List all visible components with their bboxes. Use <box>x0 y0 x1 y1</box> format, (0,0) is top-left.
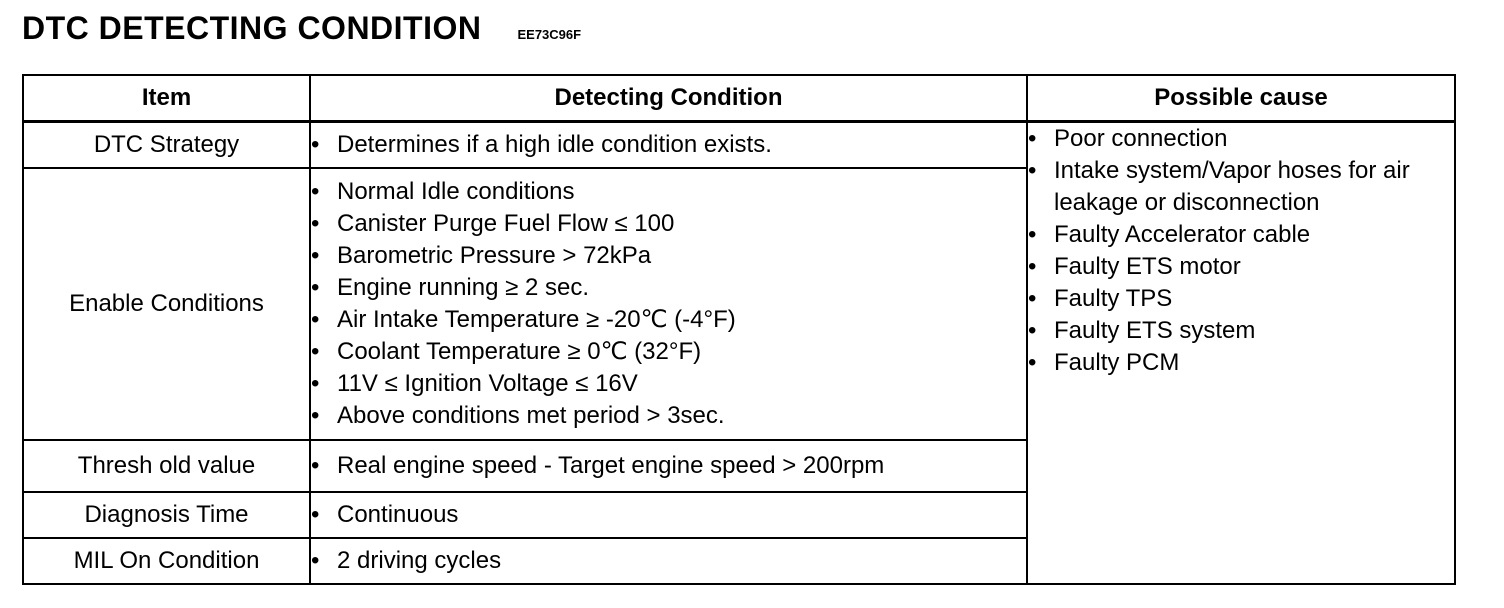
condition-item: • Barometric Pressure > 72kPa <box>311 240 1026 272</box>
condition-item: • Coolant Temperature ≥ 0℃ (32°F) <box>311 336 1026 368</box>
cause-item: • Intake system/Vapor hoses for air leakage or disconnection <box>1028 155 1454 219</box>
condition-item: • 2 driving cycles <box>311 545 1026 577</box>
cause-item: • Faulty ETS motor <box>1028 251 1454 283</box>
page-title: DTC DETECTING CONDITION <box>22 10 482 46</box>
item-enable-conditions: Enable Conditions <box>23 168 310 440</box>
condition-mil-on-condition <box>310 538 1027 584</box>
condition-enable-conditions <box>310 168 1027 440</box>
condition-item: • Real engine speed - Target engine speed > 200rpm <box>311 450 1026 482</box>
header-possible-cause: Possible cause <box>1027 75 1455 122</box>
item-threshold-value: Thresh old value <box>23 440 310 492</box>
condition-item: • Normal Idle conditions <box>311 176 1026 208</box>
condition-item: • Engine running ≥ 2 sec. <box>311 272 1026 304</box>
condition-item: • Canister Purge Fuel Flow ≤ 100 <box>311 208 1026 240</box>
cause-item: • Poor connection <box>1028 123 1454 155</box>
condition-item: • 11V ≤ Ignition Voltage ≤ 16V <box>311 368 1026 400</box>
possible-cause-cell <box>1027 122 1455 585</box>
condition-item: • Above conditions met period > 3sec. <box>311 400 1026 432</box>
table-header-row <box>23 75 1455 122</box>
condition-item: • Air Intake Temperature ≥ -20℃ (-4°F) <box>311 304 1026 336</box>
document-code: EE73C96F <box>517 27 582 42</box>
header-item: Item <box>23 75 310 122</box>
item-diagnosis-time: Diagnosis Time <box>23 492 310 538</box>
condition-item: • Continuous <box>311 499 1026 531</box>
cause-item: • Faulty ETS system <box>1028 315 1454 347</box>
cause-item: • Faulty PCM <box>1028 347 1454 379</box>
cause-item: • Faulty TPS <box>1028 283 1454 315</box>
page-heading <box>22 10 581 54</box>
table-row <box>23 122 1455 169</box>
header-detecting-condition: Detecting Condition <box>310 75 1027 122</box>
item-dtc-strategy: DTC Strategy <box>23 122 310 169</box>
dtc-condition-table <box>22 74 1456 585</box>
condition-item: • Determines if a high idle condition exists. <box>311 129 1026 161</box>
condition-threshold-value <box>310 440 1027 492</box>
cause-item: • Faulty Accelerator cable <box>1028 219 1454 251</box>
condition-diagnosis-time <box>310 492 1027 538</box>
item-mil-on-condition: MIL On Condition <box>23 538 310 584</box>
condition-dtc-strategy <box>310 122 1027 169</box>
